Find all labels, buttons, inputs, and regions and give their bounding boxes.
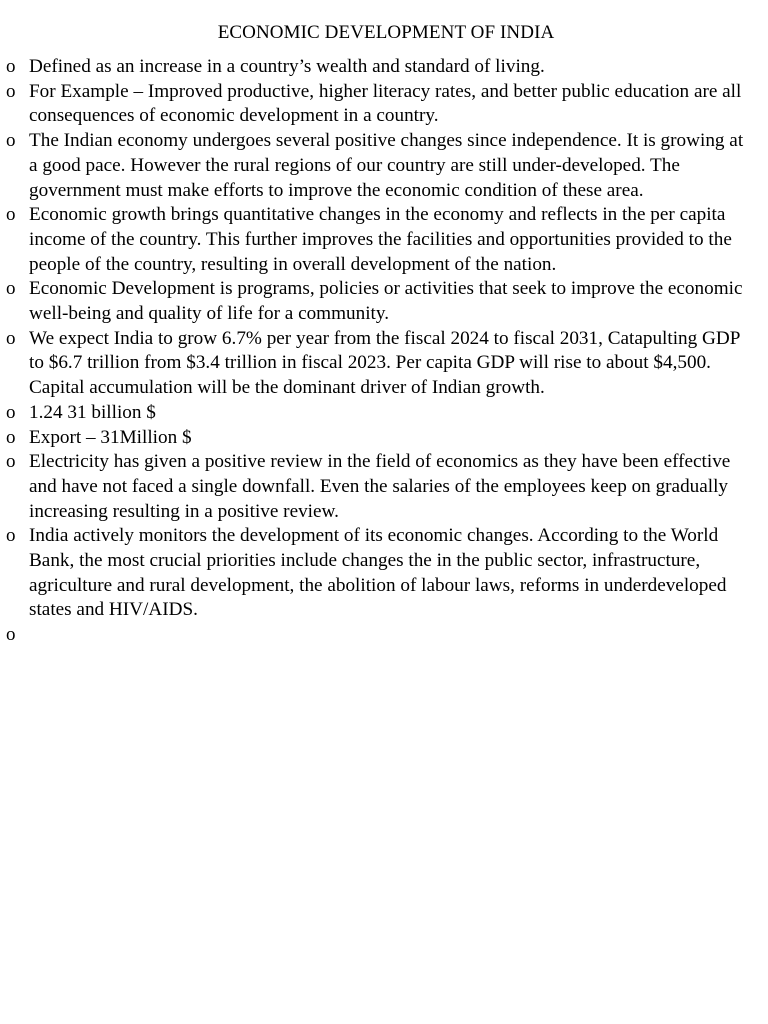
bullet-marker-icon: o (6, 525, 16, 547)
list-item-text: Export – 31Million $ (29, 426, 192, 448)
list-item (0, 203, 768, 277)
list-item-text: India actively monitors the development of its economic changes. According to the World Bank, the most crucial priorities include changes the in the public sector, infrastructure, agriculture and rural development, the abolition of labour laws, reforms in underdeveloped states and HIV/AIDS. (29, 525, 727, 621)
list-item (0, 401, 768, 426)
list-item (0, 450, 768, 524)
list-item-text: 1.24 31 billion $ (29, 401, 156, 423)
document-title: ECONOMIC DEVELOPMENT OF INDIA (217, 22, 555, 43)
list-item-text: Economic Development is programs, policies or activities that seek to improve the economic well-being and quality of life for a community. (29, 278, 743, 325)
bullet-marker-icon: o (6, 401, 16, 423)
bullet-marker-icon: o (6, 204, 16, 226)
list-item (0, 623, 768, 648)
bullet-marker-icon: o (6, 426, 16, 448)
bullet-marker-icon: o (6, 80, 16, 102)
bullet-marker-icon: o (6, 451, 16, 473)
bullet-marker-icon: o (6, 624, 16, 646)
list-item-text: Economic growth brings quantitative changes in the economy and reflects in the per capita income of the country. This further improves the facilities and opportunities provided to the people of the country, resulting in overall development of the nation. (29, 204, 732, 275)
list-item-text: For Example – Improved productive, higher literacy rates, and better public education are all consequences of economic development in a country. (29, 80, 742, 127)
list-item (0, 80, 768, 129)
list-item-text: We expect India to grow 6.7% per year from the fiscal 2024 to fiscal 2031, Catapulting GDP to $6.7 trillion from $3.4 trillion in fiscal 2023. Per capita GDP will rise to about $4,500. Capital accumulation will be the dominant driver of Indian growth. (29, 327, 740, 399)
bullet-marker-icon: o (6, 278, 16, 300)
list-item (0, 327, 768, 401)
bullet-list (0, 55, 768, 648)
bullet-marker-icon: o (6, 327, 16, 349)
list-item-text: Electricity has given a positive review in the field of economics as they have been effective and have not faced a single downfall. Even the salaries of the employees keep on gradually increasing resulting in a positive review. (29, 451, 731, 522)
list-item (0, 277, 768, 326)
list-item (0, 129, 768, 203)
list-item (0, 55, 768, 80)
list-item-text: The Indian economy undergoes several positive changes since independence. It is growing at a good pace. However the rural regions of our country are still under-developed. The government must make efforts to improve the economic condition of these area. (29, 130, 744, 201)
bullet-marker-icon: o (6, 130, 16, 152)
bullet-marker-icon: o (6, 56, 16, 77)
list-item (0, 524, 768, 623)
list-item (0, 426, 768, 451)
list-item-text: Defined as an increase in a country’s wealth and standard of living. (29, 56, 545, 77)
